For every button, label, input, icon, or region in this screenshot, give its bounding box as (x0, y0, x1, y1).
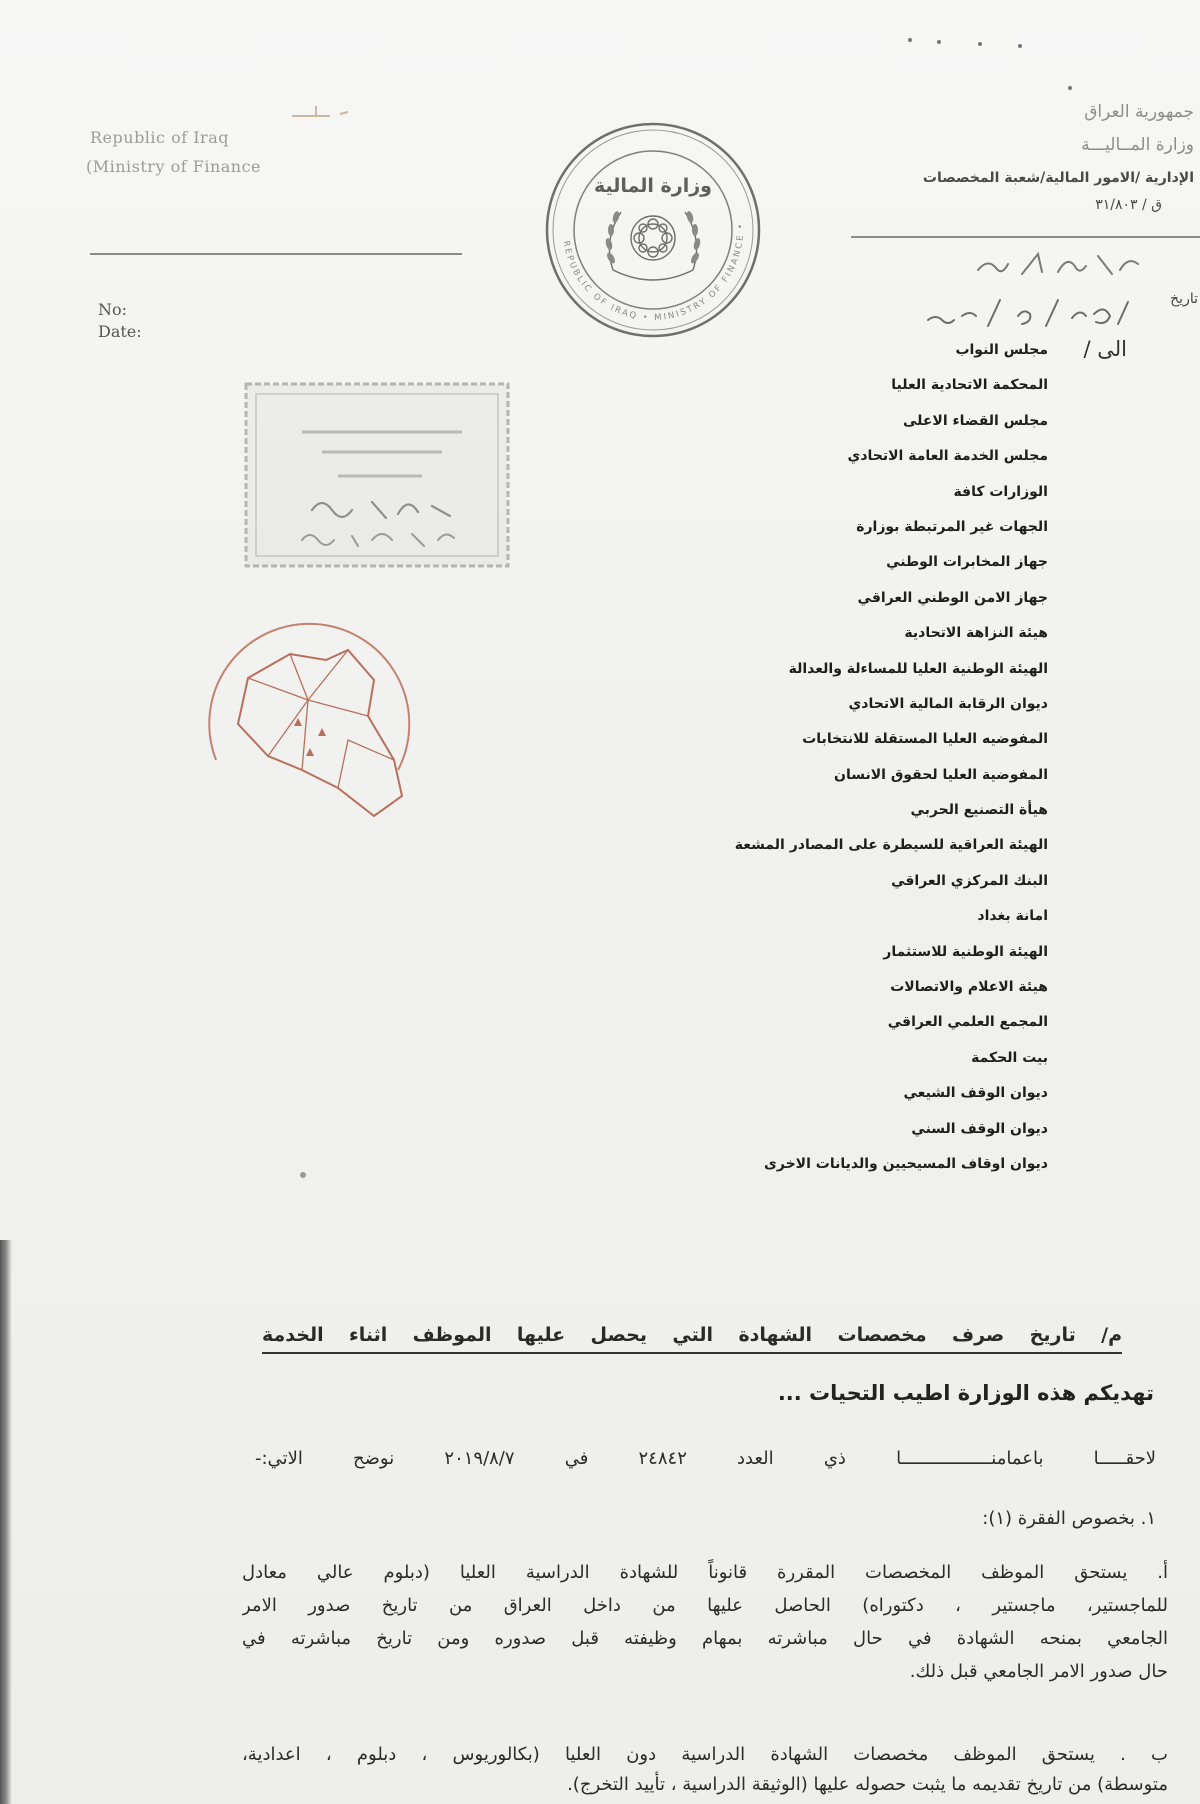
recipient-item: المحكمة الاتحادية العليا (891, 377, 1048, 394)
scan-speck (1018, 44, 1022, 48)
recipient-item: هيئة الاعلام والاتصالات (890, 979, 1048, 996)
scan-shadow-edge (0, 1240, 12, 1804)
paragraph-a-line: حال صدور الامر الجامعي قبل ذلك. (909, 1661, 1168, 1682)
header-ministry-en: (Ministry of Finance (86, 157, 262, 176)
recipient-item: مجلس النواب (955, 342, 1048, 358)
scan-speck (908, 38, 912, 42)
scan-speck (1068, 86, 1072, 90)
header-ministry-ar: وزارة المــاليـــة (1081, 135, 1194, 155)
recipient-item: الهيئة الوطنية للاستثمار (883, 943, 1048, 960)
header-rule-left (90, 253, 462, 255)
date-label: Date: (98, 322, 142, 341)
faded-mark (290, 104, 360, 120)
recipient-item: مجلس الخدمة العامة الاتحادي (847, 448, 1048, 465)
paragraph-b-line: متوسطة) من تاريخ تقديمه ما يثبت حصوله عليها (الوثيقة الدراسية ، تأييد التخرج). (567, 1774, 1168, 1795)
ministry-seal (543, 120, 763, 340)
recipient-item: البنك المركزي العراقي (891, 872, 1048, 889)
recipient-list (528, 333, 1048, 1182)
recipient-item: ديوان الوقف السني (911, 1120, 1048, 1137)
handwritten-date (922, 294, 1152, 332)
recipient-item: ديوان اوقاف المسيحيين والديانات الاخرى (764, 1155, 1048, 1172)
scan-speck (978, 42, 982, 46)
recipient-item: الوزارات كافة (953, 483, 1048, 500)
greeting: تهديكم هذه الوزارة اطيب التحيات ... (777, 1381, 1154, 1405)
paragraph-a-line: الجامعي بمنحه الشهادة في حال مباشرته بمهام وظيفته قبل صدوره ومن تاريخ مباشرته في (242, 1628, 1168, 1649)
recipient-item: الجهات غير المرتبطة بوزارة (856, 518, 1048, 535)
header-republic-en: Republic of Iraq (90, 128, 229, 147)
recipient-item: المجمع العلمي العراقي (887, 1014, 1048, 1031)
recipient-item: بيت الحكمة (971, 1049, 1048, 1066)
header-department: الإدارية /الامور المالية/شعبة المخصصات (922, 170, 1194, 186)
recipient-item: ديوان الرقابة المالية الاتحادي (848, 695, 1048, 712)
scan-speck (300, 1172, 306, 1178)
handwritten-number (970, 244, 1150, 284)
recipient-item: الهيئة الوطنية العليا للمساءلة والعدالة (788, 660, 1048, 677)
subject-line: م/ تاريخ صرف مخصصات الشهادة التي يحصل عليها الموظف اثناء الخدمة (262, 1318, 1122, 1354)
recipient-item: ديوان الوقف الشيعي (903, 1085, 1048, 1102)
header-date-label: تاريخ (1170, 291, 1198, 307)
number-label: No: (98, 300, 128, 319)
recipient-item: المفوضية العليا لحقوق الانسان (834, 766, 1048, 783)
paragraph-b-line: ب . يستحق الموظف مخصصات الشهادة الدراسية دون العليا (بكالوريوس ، دبلوم ، اعدادية، (242, 1744, 1168, 1765)
recipient-item: جهاز المخابرات الوطني (886, 554, 1048, 571)
paragraph-a-line: أ. يستحق الموظف المخصصات المقررة قانوناً للشهادة الدراسية العليا (دبلوم عالي معادل (242, 1562, 1168, 1583)
header-reference: ق / ٣١/٨٠٣ (1095, 197, 1162, 213)
recipient-item: مجلس القضاء الاعلى (902, 412, 1048, 429)
recipient-item: هيأة التصنيع الحربي (910, 802, 1048, 819)
recipient-item: الهيئة العراقية للسيطرة على المصادر المشعة (734, 837, 1048, 854)
scan-speck (937, 40, 941, 44)
receipt-stamp (242, 380, 512, 570)
header-country-ar: جمهورية العراق (1084, 102, 1194, 122)
map-stamp (198, 620, 422, 832)
recipient-item: هيئة النزاهة الاتحادية (904, 625, 1048, 642)
section-heading: ١. بخصوص الفقرة (١): (982, 1508, 1156, 1529)
seal-arabic-text: وزارة المالية (594, 175, 712, 197)
paragraph-a-line: للماجستير، ماجستير ، دكتوراه) الحاصل عليها من داخل العراق من تاريخ صدور الامر (242, 1595, 1168, 1616)
seal-ring-text: REPUBLIC OF IRAQ • MINISTRY OF FINANCE • (560, 221, 747, 324)
reference-line: لاحقـــــا باعمامنـــــــــــــــــا ذي العدد ٢٤٨٤٢ في ٢٠١٩/٨/٧ نوضح الاتي:- (255, 1448, 1156, 1469)
header-rule-right (851, 236, 1200, 238)
addressee-prefix: الى / (1083, 337, 1127, 361)
recipient-item: المفوضيه العليا المستقلة للانتخابات (802, 731, 1048, 748)
recipient-item: جهاز الامن الوطني العراقي (857, 589, 1048, 606)
recipient-item: امانة بغداد (977, 908, 1048, 925)
